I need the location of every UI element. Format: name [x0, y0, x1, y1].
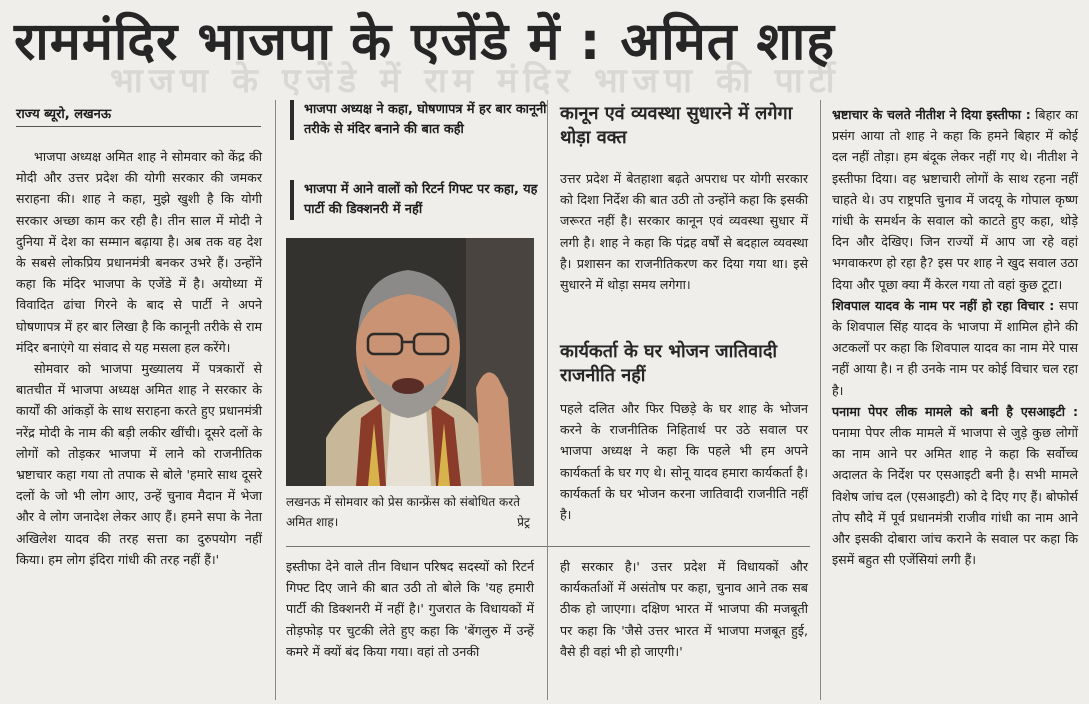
article-paragraph: भाजपा अध्यक्ष अमित शाह ने सोमवार को केंद्र की मोदी और उत्तर प्रदेश की योगी सरकार की जमकर सराहना की। शाह ने कहा, मुझे खुशी है कि योगी सरकार अच्छा काम कर रही है। तीन साल में मोदी ने दुनिया में देश का सम्मान बढ़ाया है। अब तक वह देश के सबसे लोकप्रिय प्रधानमंत्री बनकर उभरे हैं। उन्होंने कहा कि मंदिर भाजपा के एजेंडे में है। अयोध्या में विवादित ढांचा गिरने के बाद से पार्टी ने अपने घोषणापत्र में हर बार लिखा है कि कानूनी तरीके से राम मंदिर बनाएंगे या संवाद से यह मसला हल करेंगे।: [16, 149, 262, 355]
article-column-2-bottom: इस्तीफा देने वाले तीन विधान परिषद सदस्यों को रिटर्न गिफ्ट दिए जाने की बात उठी तो बोले कि 'यह हमारी पार्टी की डिक्शनरी में नहीं है।' गुजरात के विधायकों में तोड़फोड़ पर चुटकी लेते हुए कहा कि 'बेंगलुरु में उन्हें कमरे में क्यों बंद किया गया। वहां तो उनकी: [286, 559, 534, 659]
subhead-law-order: कानून एवं व्यवस्था सुधारने में लगेगा थोड़ा वक्त: [560, 103, 793, 148]
column-divider: [547, 100, 548, 700]
paragraph-lead: पनामा पेपर लीक मामले को बनी है एसआइटी :: [832, 403, 1078, 419]
photo-credit: प्रेट्र: [517, 515, 530, 529]
subhead-worker-dinner: कार्यकर्ता के घर भोजन जातिवादी राजनीति नहीं: [560, 341, 778, 386]
headline: राममंदिर भाजपा के एजेंडे में : अमित शाह: [14, 12, 835, 72]
amit-shah-photo-illustration: [286, 238, 534, 486]
article-column-1: [16, 146, 262, 570]
article-column-3-middle: पहले दलित और फिर पिछड़े के घर शाह के भोजन करने के राजनीतिक निहितार्थ पर उठे सवाल पर भाजपा अध्यक्ष ने कहा कि पहले भी हम अपने कार्यकर्ता के घर गए थे। सोनू यादव हमारा कार्यकर्ता है। कार्यकर्ता के घर भोजन करना जातिवादी राजनीति नहीं है।: [560, 401, 808, 523]
paragraph-body: बिहार का प्रसंग आया तो शाह ने कहा कि हमने बिहार में कोई दल नहीं तोड़ा। हम बंदूक लेकर नहीं गए थे। नीतीश ने इस्तीफा दिया। वह भ्रष्टाचारी लोगों के साथ रहना नहीं चाहते थे। उप राष्ट्रपति चुनाव में जदयू के गोपाल कृष्ण गांधी के समर्थन के सवाल को काटते हुए कहा, थोड़े दिन और देखिए। जिन राज्यों में आप जा रहे वहां भगवाकरण हो रहा है? इस पर शाह ने खुद सवाल उठा दिया और पूछा क्या मैं केरल गया तो वहां कुछ टूटा।: [832, 107, 1078, 292]
column-divider: [820, 100, 821, 700]
article-column-4: [832, 104, 1078, 570]
photo-caption: [286, 492, 534, 532]
article-paragraph: [832, 401, 1078, 571]
article-paragraph: [832, 295, 1078, 401]
article-column-3-top: उत्तर प्रदेश में बेतहाशा बढ़ते अपराध पर योगी सरकार को दिशा निर्देश की बात उठी तो उन्होंने कहा कि इसकी जरूरत नहीं है। सरकार कानून एवं व्यवस्था सुधार में लगी है। शाह ने कहा कि पंद्रह वर्षों से बदहाल व्यवस्था है। प्रशासन का राजनीतिकरण कर दिया गया था। इसे सुधारने में थोड़ा समय लगेगा।: [560, 171, 808, 293]
article-paragraph: [832, 104, 1078, 295]
pull-quote-1: भाजपा अध्यक्ष ने कहा, घोषणापत्र में हर बार कानूनी तरीके से मंदिर बनाने की बात कही: [290, 100, 549, 140]
paragraph-lead: शिवपाल यादव के नाम पर नहीं हो रहा विचार :: [832, 297, 1055, 313]
background-ghost-text: भाजपा के एजेंडे में राम मंदिर भाजपा की पार्टी: [110, 61, 841, 96]
paragraph-body: पनामा पेपर लीक मामले में भाजपा से जुड़े कुछ लोगों का नाम आने पर अमित शाह ने कहा कि सर्वोच्च अदालत के निर्देश पर एसआइटी बनी है। सभी मामले विशेष जांच दल (एसआइटी) को दे दिए गए हैं। बोफोर्स तोप सौदे में पूर्व प्रधानमंत्री राजीव गांधी का नाम आने और इसकी दोबारा जांच कराने के सवाल पर कहा कि इसमें बहुत सी एजेंसियां लगी हैं।: [832, 425, 1078, 568]
pull-quote-2: भाजपा में आने वालों को रिटर्न गिफ्ट पर कहा, यह पार्टी की डिक्शनरी में नहीं: [290, 180, 549, 220]
paragraph-body: सपा के शिवपाल सिंह यादव के भाजपा में शामिल होने की अटकलों पर कहा कि शिवपाल यादव का नाम मेरे पास नहीं आया है। न ही उनके नाम पर कोई विचार चल रहा है।: [832, 297, 1079, 398]
section-divider: [286, 546, 810, 547]
paragraph-lead: भ्रष्टाचार के चलते नीतीश ने दिया इस्तीफा :: [832, 107, 1031, 122]
caption-text: लखनऊ में सोमवार को प्रेस कान्फ्रेंस को संबोधित करते अमित शाह।: [286, 495, 520, 529]
column-divider: [275, 100, 276, 700]
article-paragraph: सोमवार को भाजपा मुख्यालय में पत्रकारों से बातचीत में भाजपा अध्यक्ष अमित शाह ने सरकार के कार्यों की आंकड़ों के साथ सराहना करते हुए प्रधानमंत्री नरेंद्र मोदी के नाम की बड़ी लकीर खींची। दूसरे दलों के लोगों को तोड़कर भाजपा में लाने को राजनीतिक भ्रष्टाचार कहा गया तो तपाक से बोले 'हमारे साथ दूसरे दलों के जो भी लोग आए, उन्हें चुनाव मैदान में भेजा और वे लोग जनादेश लेकर आए हैं। हमने सपा के नेता अखिलेश यादव की तरह सत्ता का दुरुपयोग नहीं किया। हम लोग इंदिरा गांधी की तरह नहीं हैं।': [16, 361, 262, 567]
byline: राज्य ब्यूरो, लखनऊ: [16, 104, 261, 127]
article-column-3-bottom: ही सरकार है।' उत्तर प्रदेश में विधायकों और कार्यकर्ताओं में असंतोष पर कहा, चुनाव आने तक सब ठीक हो जाएगा। दक्षिण भारत में भाजपा की मजबूती पर कहा कि 'जैसे उत्तर भारत में भाजपा मजबूत हुई, वैसे ही वहां भी हो जाएगी।': [560, 559, 808, 659]
news-photo: [286, 238, 534, 486]
